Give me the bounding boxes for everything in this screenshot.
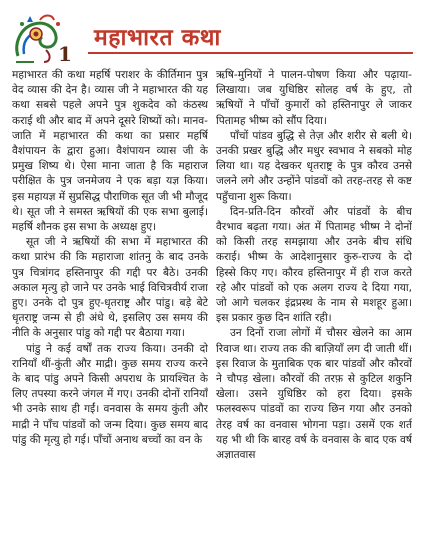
paragraph: पांडु ने कई वर्षों तक राज्य किया। उनकी दो रानियाँ थीं-कुंती और माद्री। कुछ समय राज्य करने के बाद पांडु अपने किसी अपराध के प्रायश्चित के लिए तपस्या करने जंगल में गए। उनकी दोनों रानियाँ भी उनके साथ ही गईं। वनवास के समय कुंती और माद्री ने पाँच पांडवों को जन्म दिया। कुछ समय बाद पांडु की मृत्यु हो गई। पाँचों अनाथ बच्चों का वन के xyxy=(12,342,208,446)
paragraph: महाभारत की कथा महर्षि पराशर के कीर्तिमान पुत्र वेद व्यास की देन है। व्यास जी ने महाभारत की यह कथा सबसे पहले अपने पुत्र शुकदेव को कंठस्थ कराई थी और बाद में अपने दूसरे शिष्यों को। मानव-जाति में महाभारत की कथा का प्रसार महर्षि वैशंपायन के द्वारा हुआ। वैशंपायन व्यास जी के प्रमुख शिष्य थे। ऐसा माना जाता है कि महाराज परीक्षित के पुत्र जनमेजय ने एक बड़ा यज्ञ किया। इस महायज्ञ में सुप्रसिद्ध पौराणिक सूत जी भी मौजूद थे। सूत जी ने समस्त ऋषियों की एक सभा बुलाई। महर्षि शौनक इस सभा के अध्यक्ष हुए। xyxy=(12,69,208,234)
page-header xyxy=(0,0,423,68)
left-text-column xyxy=(12,68,208,557)
title-divider xyxy=(88,52,413,54)
paragraph: दिन-प्रति-दिन कौरवों और पांडवों के बीच वैरभाव बढ़ता गया। अंत में पितामह भीष्म ने दोनों को किसी तरह समझाया और उनके बीच संधि कराई। भीष्म के आदेशानुसार कुरु-राज्य के दो हिस्से किए गए। कौरव हस्तिनापुर में ही राज करते रहे और पांडवों को एक अलग राज्य दे दिया गया, जो आगे चलकर इंद्रप्रस्थ के नाम से मशहूर हुआ। इस प्रकार कुछ दिन शांति रही। xyxy=(216,205,412,325)
right-text-column xyxy=(216,68,412,557)
paragraph: ऋषि-मुनियों ने पालन-पोषण किया और पढ़ाया-लिखाया। जब युधिष्ठिर सोलह वर्ष के हुए, तो ऋषियों ने पाँचों कुमारों को हस्तिनापुर ले जाकर पितामह भीष्म को सौंप दिया। xyxy=(216,69,412,127)
chapter-number: 1 xyxy=(58,42,72,66)
paragraph: सूत जी ने ऋषियों की सभा में महाभारत की कथा प्रारंभ की कि महाराजा शांतनु के बाद उनके पुत्र चित्रांगद हस्तिनापुर की गद्दी पर बैठे। उनकी अकाल मृत्यु हो जाने पर उनके भाई विचित्रवीर्य राजा हुए। उनके दो पुत्र हुए-धृतराष्ट्र और पांडु। बड़े बेटे धृतराष्ट्र जन्म से ही अंधे थे, इसलिए उस समय की नीति के अनुसार पांडु को गद्दी पर बैठाया गया। xyxy=(12,236,208,340)
paragraph: उन दिनों राजा लोगों में चौसर खेलने का आम रिवाज था। राज्य तक की बाज़ियाँ लग दी जाती थीं। इस रिवाज के मुताबिक एक बार पांडवों और कौरवों ने चौपड़ खेला। कौरवों की तरफ़ से कुटिल शकुनि खेला। उसने युधिष्ठिर को हरा दिया। इसके फलस्वरूप पांडवों का राज्य छिन गया और उनको तेरह वर्ष का वनवास भोगना पड़ा। उसमें एक शर्त यह भी थी कि बारह वर्ष के वनवास के बाद एक वर्ष अज्ञातवास xyxy=(216,327,412,462)
page-title: महाभारत कथा xyxy=(94,25,221,51)
paragraph: पाँचों पांडव बुद्धि से तेज़ और शरीर से बली थे। उनकी प्रखर बुद्धि और मधुर स्वभाव ने सबको मोह लिया था। यह देखकर धृतराष्ट्र के पुत्र कौरव उनसे जलने लगे और उन्होंने पांडवों को तरह-तरह से कष्ट पहुँचाना शुरू किया। xyxy=(216,129,412,203)
